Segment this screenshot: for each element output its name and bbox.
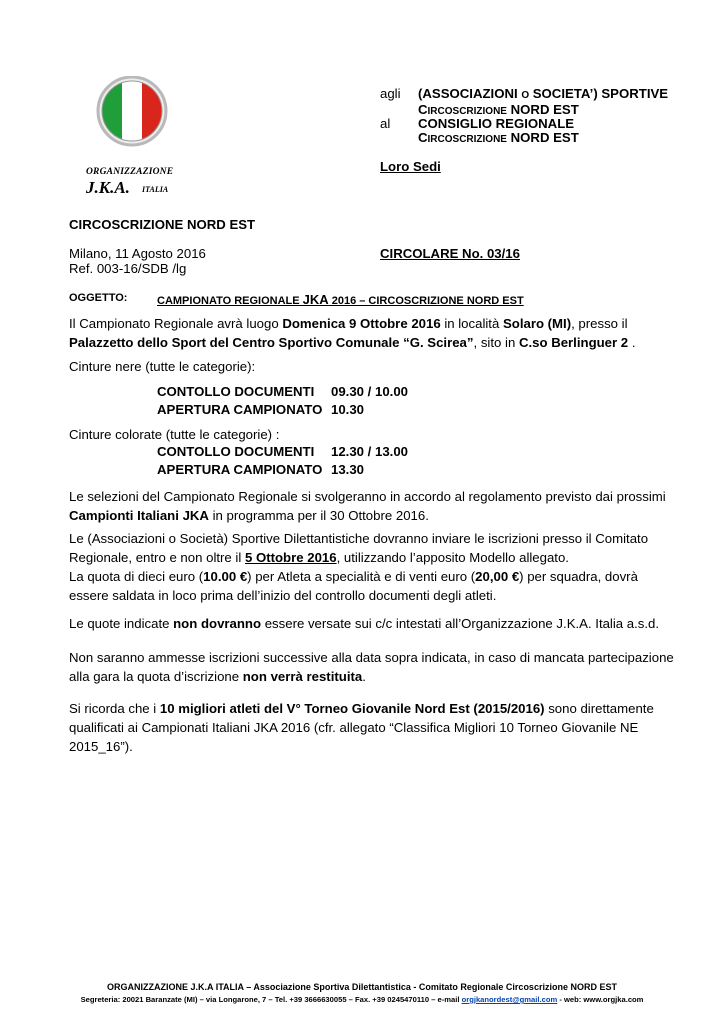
p2-a: Le selezioni del Campionato Regionale si svolgeranno in accordo al regolamento previsto dai prossimi (69, 489, 666, 504)
logo-text-italia: ITALIA (142, 185, 169, 194)
paragraph-selezioni (69, 487, 675, 525)
footer-contacts-a: Segreteria: 20021 Baranzate (MI) – via Longarone, 7 – Tel. +39 3666630055 – Fax. +39 0245470110 – e-mail (80, 995, 462, 1004)
sc-initial: C (418, 130, 428, 145)
p3-i: ) per squadra, dovrà (519, 569, 638, 584)
cinture-nere-row1-value: 09.30 / 10.00 (331, 384, 408, 399)
p6-c: sono direttamente (544, 701, 654, 716)
cinture-nere-row2-key: APERTURA CAMPIONATO (157, 402, 323, 417)
p1-i: . (628, 335, 636, 350)
logo-text-organizzazione: ORGANIZZAZIONE (86, 167, 174, 177)
addressee-label-al: al (380, 116, 391, 131)
p5-b: alla gara la quota d’iscrizione (69, 669, 243, 684)
p6-migliori: 10 migliori atleti del V° Torneo Giovanile Nord Est (2015/2016) (159, 701, 545, 716)
p1-e: , presso il (571, 316, 628, 331)
p4-c: essere versate sui c/c intestati all’Organizzazione J.K.A. Italia a.s.d. (261, 616, 660, 631)
p3-a: Le (Associazioni o Società) Sportive Dilettantistiche dovranno inviare le iscrizioni presso il Comitato (69, 531, 649, 546)
p2-c: in programma per il 30 Ottobre 2016. (208, 508, 429, 523)
cinture-nere-row2-value: 10.30 (331, 402, 365, 417)
addressee-line-consiglio: CONSIGLIO REGIONALE (418, 116, 575, 131)
p2-campionati: Campionti Italiani JKA (69, 508, 209, 523)
addressee-label-agli: agli (380, 86, 401, 101)
sc-rest: NORD EST (506, 102, 579, 117)
addressee-line-associazioni-a: (ASSOCIAZIONI (418, 86, 522, 101)
paragraph-venue (69, 314, 675, 352)
sc-small-caps: IRCOSCRIZIONE (427, 134, 507, 145)
paragraph-ammissioni (69, 648, 675, 686)
footer-contacts (0, 995, 724, 1004)
p1-c: in località (440, 316, 503, 331)
p3-deadline: 5 Ottobre 2016 (244, 550, 337, 565)
p1-venue: Palazzetto dello Sport del Centro Sportivo Comunale “G. Scirea” (69, 335, 474, 350)
p3-quota-squadra: 20,00 € (475, 569, 520, 584)
addressee-line-associazioni-b: SOCIETA’) SPORTIVE (529, 86, 669, 101)
logo-text-jka: J.K.A. (86, 178, 130, 197)
oggetto-text-b: 2016 – CIRCOSCRIZIONE NORD EST (328, 295, 524, 307)
paragraph-qualificati (69, 699, 675, 756)
sc-small-caps: IRCOSCRIZIONE (427, 106, 507, 117)
oggetto-text-a: CAMPIONATO REGIONALE (157, 295, 303, 307)
p4-a: Le quote indicate (69, 616, 174, 631)
oggetto-label: OGGETTO: (69, 292, 128, 304)
p3-g: ) per Atleta a specialità e di venti euro ( (247, 569, 476, 584)
p6-d: qualificati ai Campionati Italiani JKA 2016 (cfr. allegato “Classifica Migliori 10 Torneo Giovanile NE (69, 720, 639, 735)
p4-non-dovranno: non dovranno (173, 616, 262, 631)
p5-non-restituita: non verrà restituita (242, 669, 363, 684)
p1-place: Solaro (MI) (502, 316, 572, 331)
p3-j: essere saldata in loco prima dell’inizio del controllo documenti degli atleti. (69, 588, 497, 603)
p3-b: Regionale, entro e non oltre il (69, 550, 245, 565)
p1-address: C.so Berlinguer 2 (518, 335, 629, 350)
p5-a: Non saranno ammesse iscrizioni successive alla data sopra indicata, in caso di mancata partecipazione (69, 650, 674, 665)
paragraph-iscrizioni (69, 529, 675, 605)
reference: Ref. 003-16/SDB /lg (69, 261, 187, 276)
p3-quota-atleta: 10.00 € (203, 569, 248, 584)
oggetto-text-jka: JKA (302, 292, 329, 307)
addressee-line-circoscrizione-2 (418, 130, 579, 145)
p1-g: , sito in (473, 335, 519, 350)
cinture-colorate-title: Cinture colorate (tutte le categorie) : (69, 427, 280, 442)
cinture-colorate-row2-key: APERTURA CAMPIONATO (157, 462, 323, 477)
addressee-line-associazioni (418, 86, 668, 101)
cinture-nere-row1-key: CONTOLLO DOCUMENTI (157, 384, 315, 399)
addressee-line-associazioni-o: O (521, 90, 530, 101)
p3-e: La quota di dieci euro ( (69, 569, 204, 584)
cinture-colorate-row2-value: 13.30 (331, 462, 365, 477)
p1-a: Il Campionato Regionale avrà luogo (69, 316, 283, 331)
p5-d: . (362, 669, 366, 684)
circoscrizione-heading: CIRCOSCRIZIONE NORD EST (69, 217, 256, 232)
p1-date: Domenica 9 Ottobre 2016 (282, 316, 441, 331)
footer-organization: ORGANIZZAZIONE J.K.A ITALIA – Associazione Sportiva Dilettantistica - Comitato Regionale Circoscrizione NORD EST (107, 982, 617, 992)
circolare-number: CIRCOLARE No. 03/16 (380, 246, 520, 261)
place-date: Milano, 11 Agosto 2016 (69, 246, 206, 261)
oggetto-text (157, 292, 524, 307)
p6-e: 2015_16”). (69, 739, 133, 754)
cinture-colorate-row1-key: CONTOLLO DOCUMENTI (157, 444, 315, 459)
cinture-colorate-row1-value: 12.30 / 13.00 (331, 444, 408, 459)
cinture-nere-title: Cinture nere (tutte le categorie): (69, 359, 256, 374)
footer-contacts-b: - web: www.orgjka.com (557, 995, 644, 1004)
p3-d: , utilizzando l’apposito Modello allegato. (336, 550, 569, 565)
footer-email-link[interactable]: orgjkanordest@gmail.com (461, 995, 558, 1004)
addressee-line-circoscrizione-1 (418, 102, 579, 117)
paragraph-quote (69, 614, 675, 633)
sc-rest: NORD EST (506, 130, 579, 145)
jka-logo (82, 76, 182, 198)
p6-a: Si ricorda che i (69, 701, 160, 716)
sc-initial: C (418, 102, 428, 117)
loro-sedi: Loro Sedi (380, 159, 441, 174)
